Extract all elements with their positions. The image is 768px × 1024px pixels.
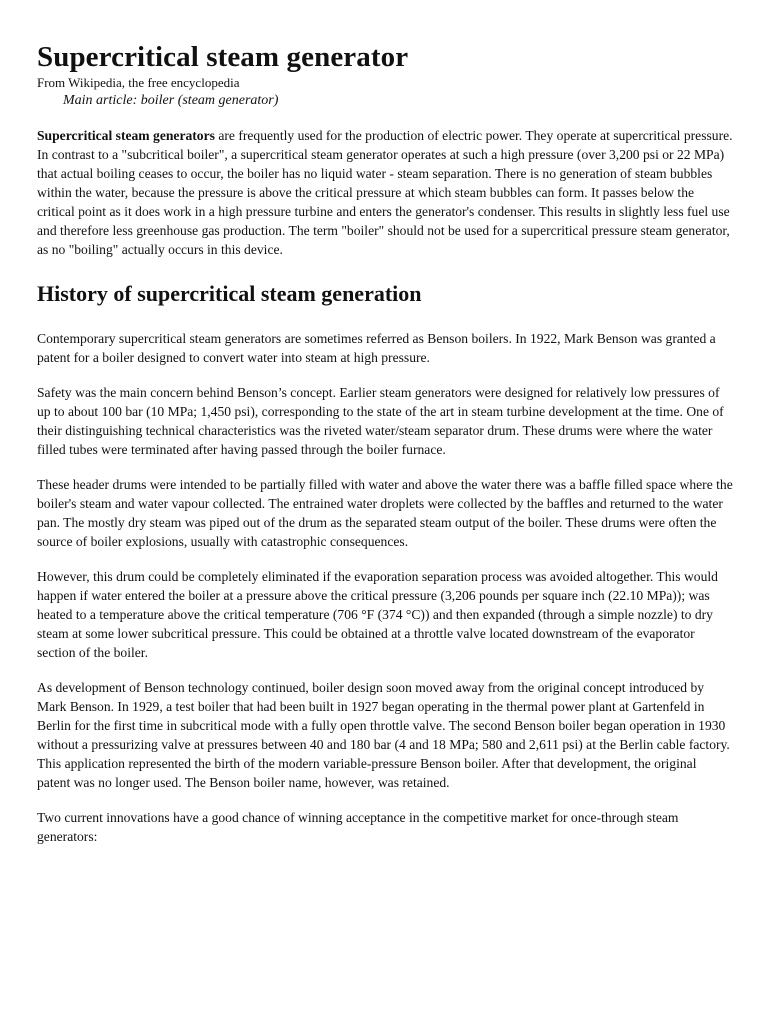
history-paragraph: However, this drum could be completely eliminated if the evaporation separation process was avoided altogether. This would happen if water entered the boiler at a pressure above the critical pressure (3,206 pounds per square inch (22.10 MPa)); was heated to a temperature above the critical temperature (706 °F (374 °C)) and then expanded (through a simple nozzle) to dry steam at some lower subcritical pressure. This could be obtained at a throttle valve located downstream of the evaporator section of the boiler. [37, 569, 718, 660]
intro-text: are frequently used for the production of electric power. They operate at supercritical pressure. In contrast to a "subcritical boiler", a supercritical steam generator operates at such a high pressure (over 3,200 psi or 22 MPa) that actual boiling ceases to occur, the boiler has no liquid water - steam separation. There is no generation of steam bubbles within the water, because the pressure is above the critical pressure at which steam bubbles can form. It passes below the critical point as it does work in a high pressure turbine and enters the generator's condenser. This results in slightly less fuel use and therefore less greenhouse gas production. The term "boiler" should not be used for a supercritical pressure steam generator, as no "boiling" actually occurs in this device. [37, 128, 733, 257]
article [37, 40, 733, 846]
section-heading-history: History of supercritical steam generation [37, 281, 422, 306]
history-paragraph: As development of Benson technology continued, boiler design soon moved away from the original concept introduced by Mark Benson. In 1929, a test boiler that had been built in 1927 began operating in the thermal power plant at Gartenfeld in Berlin for the first time in subcritical mode with a fully open throttle valve. The second Benson boiler began operation in 1930 without a pressurizing valve at pressures between 40 and 180 bar (4 and 18 MPa; 580 and 2,611 psi) at the Berlin cable factory. This application represented the birth of the modern variable-pressure Benson boiler. After that development, the original patent was no longer used. The Benson boiler name, however, was retained. [37, 680, 730, 790]
history-paragraph: Two current innovations have a good chance of winning acceptance in the competitive market for once-through steam generators: [37, 810, 679, 844]
page-title: Supercritical steam generator [37, 41, 409, 73]
hatnote-main-article[interactable]: Main article: boiler (steam generator) [63, 93, 279, 108]
page-subtitle: From Wikipedia, the free encyclopedia [37, 75, 240, 90]
intro-lead-term: Supercritical steam generators [37, 128, 215, 143]
history-paragraph: These header drums were intended to be partially filled with water and above the water there was a baffle filled space where the boiler's steam and water vapour collected. The entrained water droplets were collected by the baffles and returned to the water pan. The mostly dry steam was piped out of the drum as the separated steam output of the boiler. These drums were often the source of boiler explosions, usually with catastrophic consequences. [37, 477, 733, 549]
history-paragraph: Safety was the main concern behind Benson’s concept. Earlier steam generators were designed for relatively low pressures of up to about 100 bar (10 MPa; 1,450 psi), corresponding to the state of the art in steam turbine development at the time. One of their distinguishing technical characteristics was the riveted water/steam separator drum. These drums were where the water filled tubes were terminated after having passed through the boiler furnace. [37, 385, 724, 457]
history-paragraph: Contemporary supercritical steam generators are sometimes referred as Benson boilers. In 1922, Mark Benson was granted a patent for a boiler designed to convert water into steam at high pressure. [37, 331, 716, 365]
intro-paragraph [37, 126, 733, 259]
